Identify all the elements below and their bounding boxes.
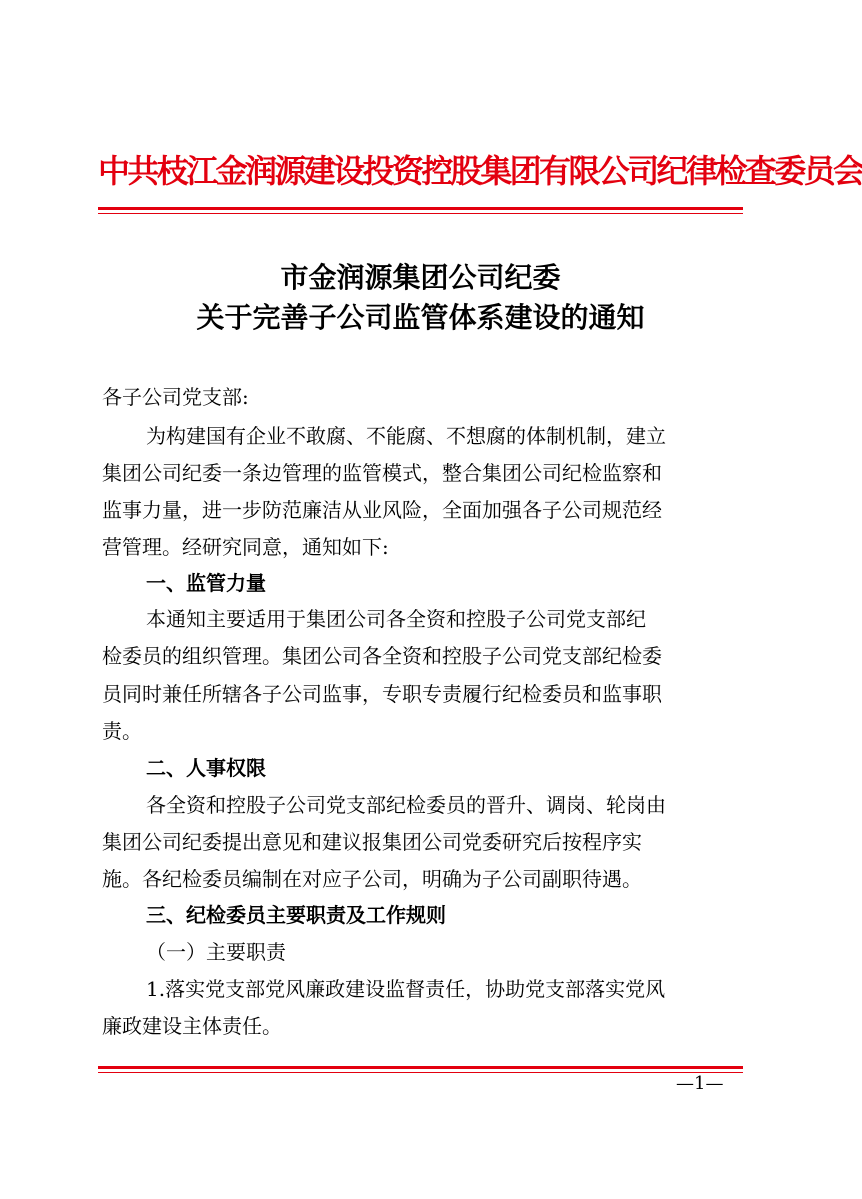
footer-rule-thick: [98, 1066, 743, 1069]
section3-heading: 三、纪检委员主要职责及工作规则: [146, 903, 446, 927]
section1-line-4: 责。: [102, 719, 142, 743]
page-number: —1—: [676, 1073, 724, 1094]
intro-line-1: 为构建国有企业不敢腐、不能腐、不想腐的体制机制，建立: [146, 424, 666, 448]
section1-line-1: 本通知主要适用于集团公司各全资和控股子公司党支部纪: [146, 607, 646, 631]
section3-line-1: 1.落实党支部党风廉政建设监督责任，协助党支部落实党风: [146, 977, 666, 1001]
letterhead-rule-thick: [98, 207, 743, 210]
letterhead-title: 中共枝江金润源建设投资控股集团有限公司纪律检查委员会: [98, 152, 862, 190]
intro-line-2: 集团公司纪委一条边管理的监管模式，整合集团公司纪检监察和: [102, 461, 662, 485]
document-title-line1: 市金润源集团公司纪委: [280, 261, 561, 294]
intro-line-4: 营管理。经研究同意，通知如下:: [102, 535, 389, 559]
section3-subheading: （一）主要职责: [146, 940, 286, 964]
section2-heading: 二、人事权限: [146, 756, 266, 780]
section1-line-2: 检委员的组织管理。集团公司各全资和控股子公司党支部纪检委: [102, 644, 662, 668]
letterhead-rule-thin: [98, 213, 743, 214]
section2-line-3: 施。各纪检委员编制在对应子公司，明确为子公司副职待遇。: [102, 867, 642, 891]
intro-line-3: 监事力量，进一步防范廉洁从业风险，全面加强各子公司规范经: [102, 498, 662, 522]
section1-line-3: 员同时兼任所辖各子公司监事，专职专责履行纪检委员和监事职: [102, 682, 662, 706]
section2-line-1: 各全资和控股子公司党支部纪检委员的晋升、调岗、轮岗由: [146, 793, 666, 817]
document-title-line2: 关于完善子公司监管体系建设的通知: [196, 301, 645, 334]
section2-line-2: 集团公司纪委提出意见和建议报集团公司党委研究后按程序实: [102, 830, 642, 854]
salutation: 各子公司党支部:: [102, 385, 249, 409]
section1-heading: 一、监管力量: [146, 571, 266, 595]
section3-line-2: 廉政建设主体责任。: [102, 1014, 282, 1038]
footer-rule-thin: [98, 1072, 743, 1073]
